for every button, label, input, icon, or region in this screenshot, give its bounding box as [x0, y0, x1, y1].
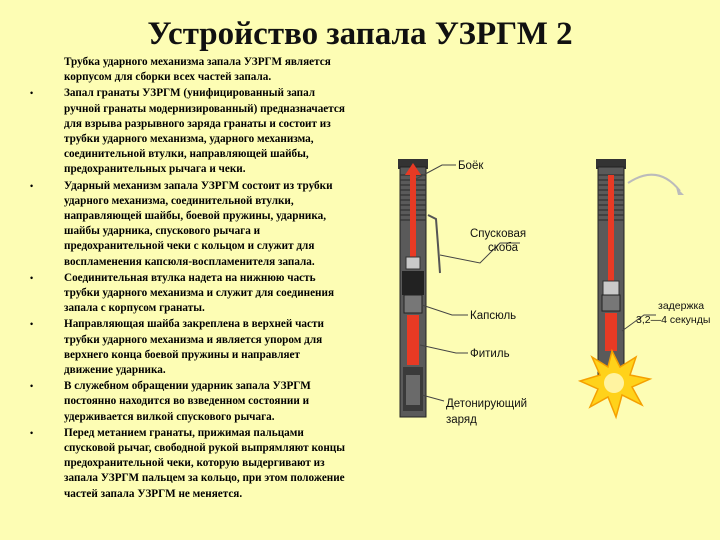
fuze-right [580, 159, 684, 417]
paragraph-text: Ударный механизм запала УЗРГМ состоит из трубки ударного механизма, соединительной втулки, направляющей шайбы, боевой пружины, ударника, шайбы ударника, спускового рычага и предохранительной чеки с кольцом и служит для воспламенения капсюля-воспламенителя запала. [64, 179, 333, 268]
fuze-left [398, 159, 440, 417]
label-trigger-line1: Спусковая [470, 228, 527, 240]
label-detonator-line1: Детонирующий [446, 398, 528, 410]
striker-rod [608, 175, 614, 285]
label-delay-line2: 3,2—4 секунды [636, 314, 711, 326]
fuse-wick [407, 315, 419, 365]
paragraph-before-throw [30, 426, 348, 502]
bullet: • [30, 427, 34, 438]
paragraph-connecting-sleeve [30, 271, 348, 317]
striker-head [406, 257, 420, 269]
trigger-lever [428, 215, 440, 273]
label-detonator-line2: заряд [446, 414, 477, 426]
fuse-wick [605, 313, 617, 351]
paragraph-text: Запал гранаты УЗРГМ (унифицированный запал ручной гранаты модернизированный) предназначается для взрыва разрывного заряда гранаты и состоит из трубки ударного механизма, ударного механизма, соединительной втулки, направляющей шайбы, предохранительных рычага и чеки. [64, 87, 345, 176]
bullet: • [30, 381, 34, 392]
paragraph-text: Направляющая шайба закреплена в верхней части трубки ударного механизма и является упором для верхнего конца боевой пружины и направляет движение ударника. [64, 318, 324, 377]
bullet: • [30, 319, 34, 330]
label-delay-line1: задержка [658, 300, 705, 312]
label-trigger-line2: скоба [488, 242, 519, 254]
lever-flight-path [628, 175, 680, 191]
bullet: • [30, 272, 34, 283]
label-striker: Боёк [458, 160, 484, 172]
fuze-diagram [360, 145, 720, 445]
bullet: • [30, 88, 34, 99]
paragraph-striking-mechanism [30, 179, 348, 270]
paragraph-text: Перед метанием гранаты, прижимая пальцами спусковой рычаг, свободной рукой выпрямляют концы предохранительной чеки, которую выдергивают из запала УЗРГМ пальцем за кольцо, при этом положение частей запала УЗРГМ не меняется. [64, 426, 345, 500]
paragraph-text: В служебном обращении ударник запала УЗРГМ постоянно находится во взведенном состоянии и удерживается вилкой спускового рычага. [64, 380, 311, 423]
paragraph-intro [30, 55, 348, 85]
paragraph-text: Соединительная втулка надета на нижнюю часть трубки ударного механизма и служит для соединения запала с корпусом гранаты. [64, 271, 334, 315]
paragraph-fuze-purpose [30, 86, 348, 177]
chamber [402, 271, 424, 295]
striker-rod [410, 171, 416, 261]
paragraph-guide-washer [30, 317, 348, 378]
capsule [602, 295, 620, 311]
label-fuse: Фитиль [470, 348, 510, 360]
striker-head [603, 281, 619, 295]
bullet: • [30, 180, 34, 191]
capsule [404, 295, 422, 313]
paragraph-text: Трубка ударного механизма запала УЗРГМ является корпусом для сборки всех частей запала. [64, 56, 331, 84]
text-column [30, 55, 348, 503]
page-title: Устройство запала УЗРГМ 2 [147, 16, 573, 52]
label-capsule: Капсюль [470, 310, 517, 322]
paragraph-service-state [30, 379, 348, 425]
